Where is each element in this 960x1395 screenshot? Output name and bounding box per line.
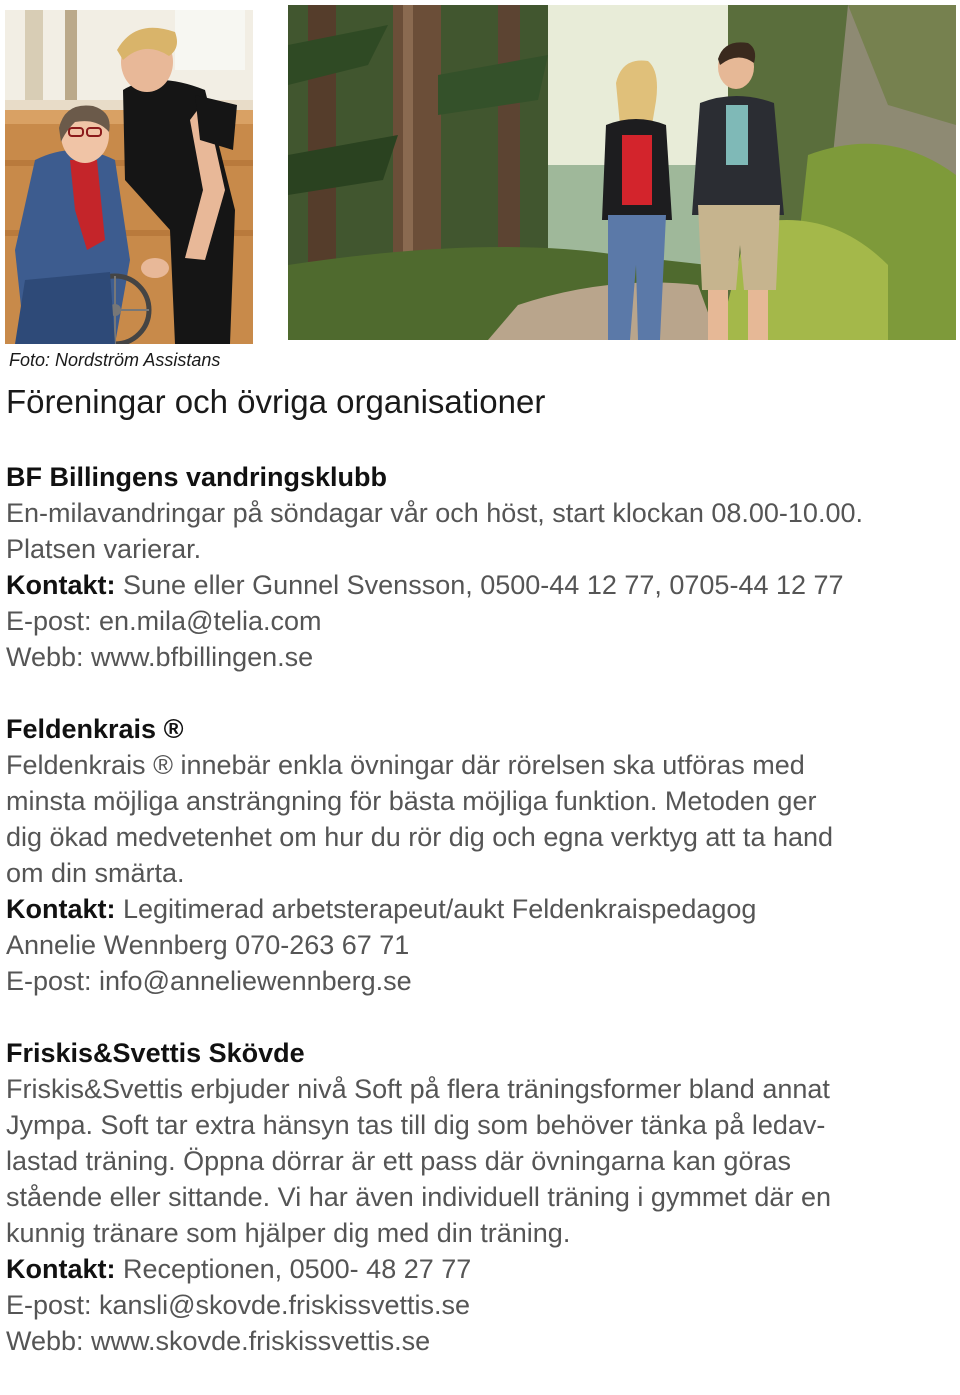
contact-label: Kontakt: xyxy=(6,1254,116,1284)
description-line: Platsen varierar. xyxy=(6,534,202,564)
wheelchair-dance-photo xyxy=(5,10,253,344)
description-line: lastad träning. Öppna dörrar är ett pass där övningarna kan göras xyxy=(6,1146,791,1176)
photo-caption: Foto: Nordström Assistans xyxy=(9,350,221,370)
description-line: Friskis&Svettis erbjuder nivå Soft på flera träningsformer bland annat xyxy=(6,1074,830,1104)
contact-text: Receptionen, 0500- 48 27 77 xyxy=(115,1254,472,1284)
email-line[interactable]: E-post: kansli@skovde.friskissvettis.se xyxy=(6,1290,471,1320)
contact-text: Sune eller Gunnel Svensson, 0500-44 12 77, 0705-44 12 77 xyxy=(115,570,844,600)
description-line: Jympa. Soft tar extra hänsyn tas till dig som behöver tänka på ledav- xyxy=(6,1110,826,1140)
contact-line xyxy=(6,567,956,603)
description-line: kunnig tränare som hjälper dig med din träning. xyxy=(6,1218,571,1248)
contact-line xyxy=(6,891,956,927)
email-line[interactable]: E-post: en.mila@telia.com xyxy=(6,606,322,636)
page-title: Föreningar och övriga organisationer xyxy=(6,383,546,420)
web-line[interactable]: Webb: www.bfbillingen.se xyxy=(6,642,314,672)
description-line: om din smärta. xyxy=(6,858,185,888)
organization-feldenkrais xyxy=(6,711,956,999)
section-heading: Feldenkrais ® xyxy=(6,714,184,744)
description-line: dig ökad medvetenhet om hur du rör dig och egna verktyg att ta hand xyxy=(6,822,834,852)
contact-text: Legitimerad arbetsterapeut/aukt Feldenkraispedagog xyxy=(115,894,757,924)
email-line[interactable]: E-post: info@anneliewennberg.se xyxy=(6,966,412,996)
organization-bf-billingen xyxy=(6,459,956,675)
organization-friskis-svettis xyxy=(6,1035,956,1359)
description-line: minsta möjliga ansträngning för bästa möjliga funktion. Metoden ger xyxy=(6,786,817,816)
web-line[interactable]: Webb: www.skovde.friskissvettis.se xyxy=(6,1326,431,1356)
organization-list xyxy=(6,459,956,1395)
contact-label: Kontakt: xyxy=(6,894,116,924)
contact-label: Kontakt: xyxy=(6,570,116,600)
description-line: Feldenkrais ® innebär enkla övningar där rörelsen ska utföras med xyxy=(6,750,805,780)
photo-strip xyxy=(0,0,960,346)
contact-person-line: Annelie Wennberg 070-263 67 71 xyxy=(6,930,410,960)
forest-hiking-photo xyxy=(288,5,956,340)
section-heading: Friskis&Svettis Skövde xyxy=(6,1038,305,1068)
description-line: En-milavandringar på söndagar vår och höst, start klockan 08.00-10.00. xyxy=(6,498,863,528)
description-line: stående eller sittande. Vi har även individuell träning i gymmet där en xyxy=(6,1182,831,1212)
contact-line xyxy=(6,1251,956,1287)
section-heading: BF Billingens vandringsklubb xyxy=(6,462,388,492)
